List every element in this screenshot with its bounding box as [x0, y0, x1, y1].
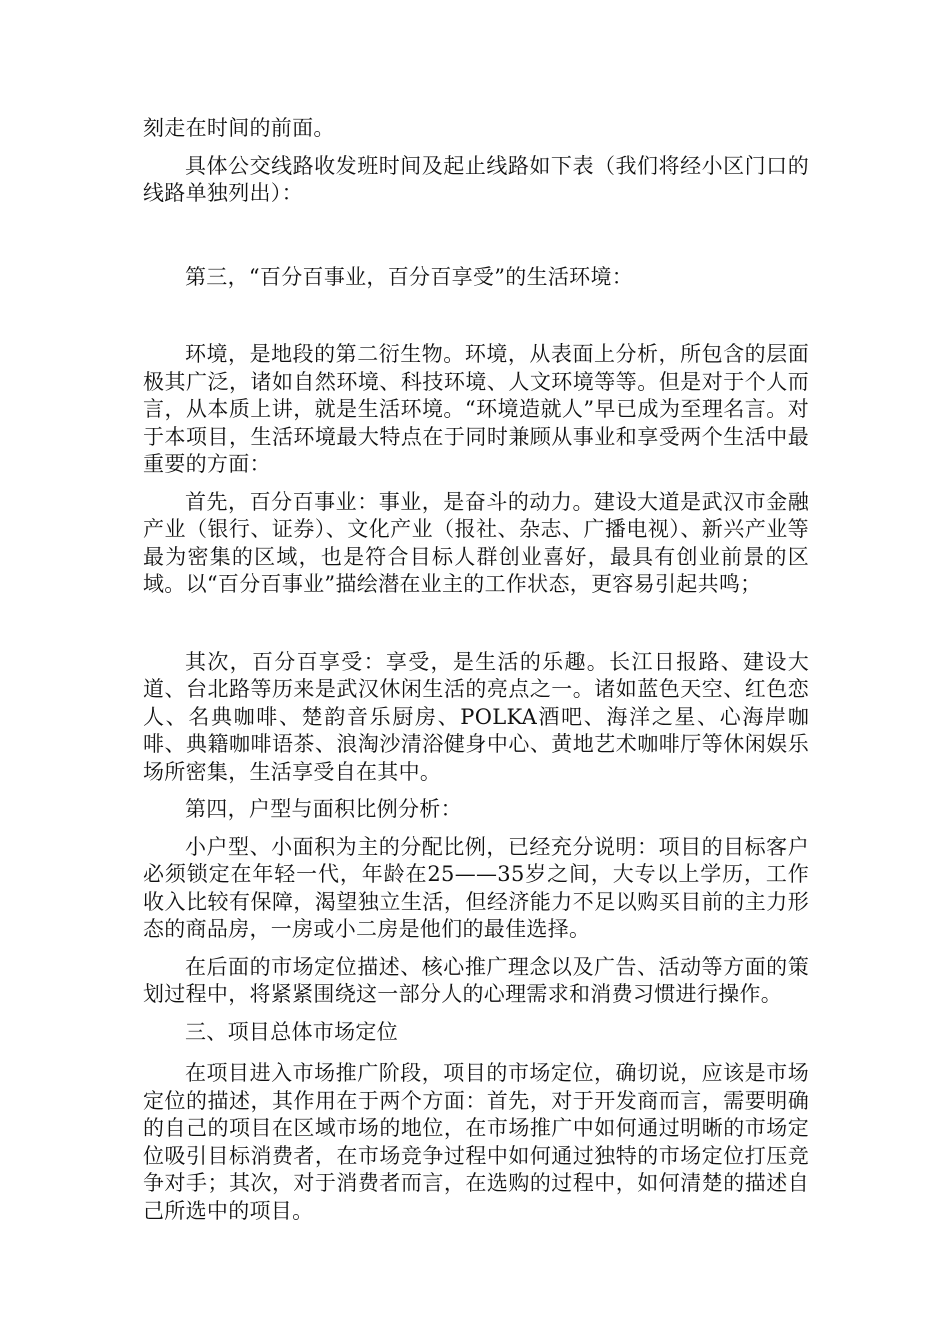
paragraph-career: 首先，百分百事业：事业，是奋斗的动力。建设大道是武汉市金融产业（银行、证券）、文化产业（报社、杂志、广播电视）、新兴产业等最为密集的区域，也是符合目标人群创业喜好，最具有创业前景的区域。以“百分百事业”描绘潜在业主的工作状态，更容易引起共鸣；: [143, 489, 809, 596]
paragraph-continuation: 刻走在时间的前面。: [143, 116, 335, 140]
heading-unit-ratio: 第四，户型与面积比例分析：: [185, 797, 462, 821]
paragraph-enjoyment: 其次，百分百享受：享受，是生活的乐趣。长江日报路、建设大道、台北路等历来是武汉休闲生活的亮点之一。诸如蓝色天空、红色恋人、名典咖啡、楚韵音乐厨房、POLKA酒吧、海洋之星、心海岸咖啡、典籍咖啡语茶、浪淘沙清浴健身中心、黄地艺术咖啡厅等休闲娱乐场所密集，生活享受自在其中。: [143, 649, 809, 784]
heading-living-environment: 第三，“百分百事业，百分百享受”的生活环境：: [185, 264, 634, 289]
paragraph-planning: 在后面的市场定位描述、核心推广理念以及广告、活动等方面的策划过程中，将紧紧围绕这一部分人的心理需求和消费习惯进行操作。: [143, 954, 809, 1006]
paragraph-environment: 环境，是地段的第二衍生物。环境，从表面上分析，所包含的层面极其广泛，诸如自然环境、科技环境、人文环境等等。但是对于个人而言，从本质上讲，就是生活环境。“环境造就人”早已成为至理名言。对于本项目，生活环境最大特点在于同时兼顾从事业和享受两个生活中最重要的方面：: [143, 342, 809, 476]
paragraph-bus-routes: 具体公交线路收发班时间及起止线路如下表（我们将经小区门口的线路单独列出）：: [143, 153, 809, 205]
paragraph-market-positioning: 在项目进入市场推广阶段，项目的市场定位，确切说，应该是市场定位的描述，其作用在于两个方面：首先，对于开发商而言，需要明确的自己的项目在区域市场的地位，在市场推广中如何通过明晰的市场定位吸引目标消费者，在市场竞争过程中如何通过独特的市场定位打压竞争对手；其次，对于消费者而言，在选购的过程中，如何清楚的描述自己所选中的项目。: [143, 1061, 809, 1223]
paragraph-target-customers: 小户型、小面积为主的分配比例，已经充分说明：项目的目标客户必须锁定在年轻一代，年龄在25——35岁之间，大专以上学历，工作收入比较有保障，渴望独立生活，但经济能力不足以购买目前的主力形态的商品房，一房或小二房是他们的最佳选择。: [143, 834, 809, 941]
document-body: [143, 115, 809, 1225]
heading-market-positioning: 三、项目总体市场定位: [185, 1019, 398, 1044]
